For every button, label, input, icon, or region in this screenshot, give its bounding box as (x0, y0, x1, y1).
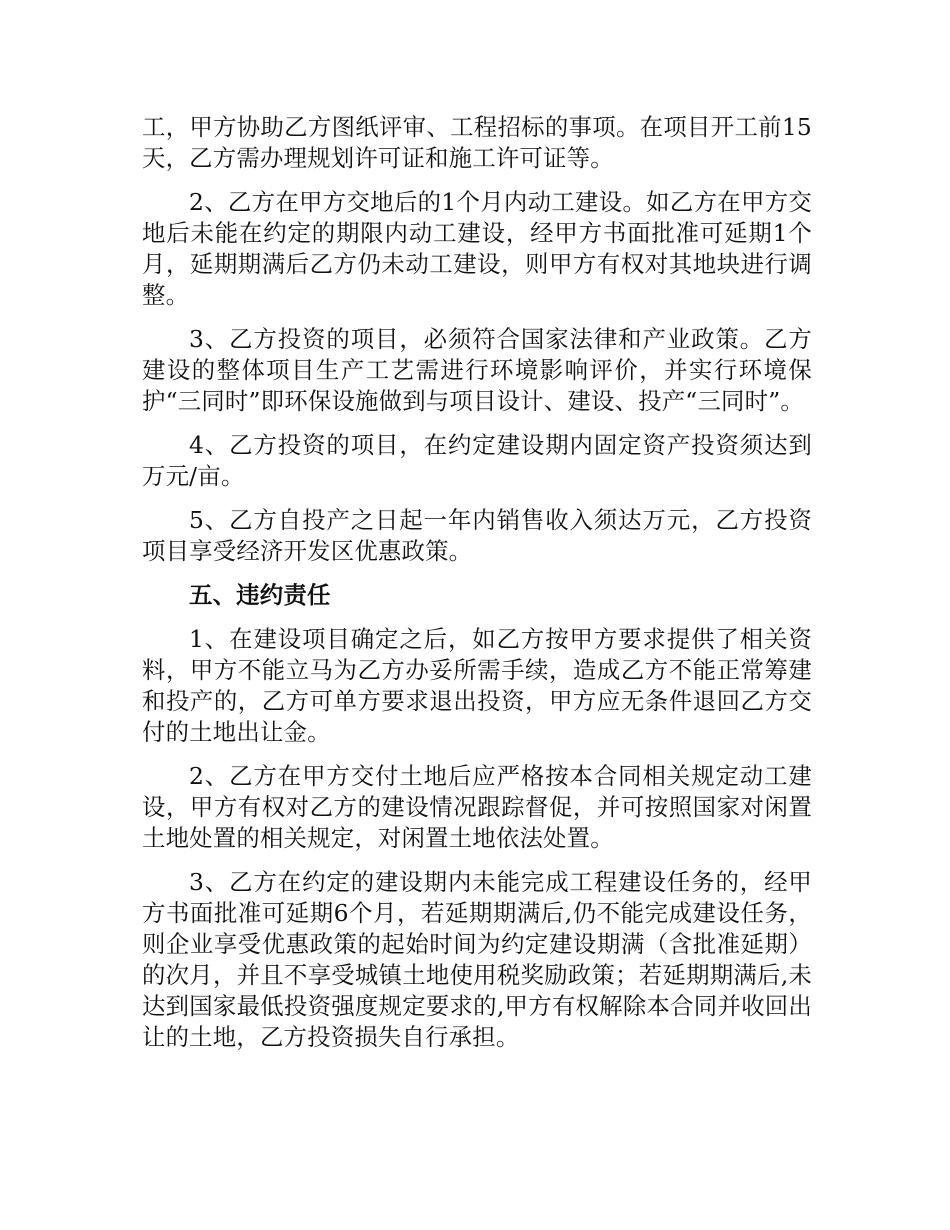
section-heading-breach-liability: 五、违约责任 (189, 581, 331, 609)
paragraph-continuation: 工，甲方协助乙方图纸评审、工程招标的事项。在项目开工前15天，乙方需办理规划许可证和施工许可证等。 (142, 113, 812, 172)
clause-5-1: 1、在建设项目确定之后，如乙方按甲方要求提供了相关资料，甲方不能立马为乙方办妥所需手续，造成乙方不能正常筹建和投产的，乙方可单方要求退出投资，甲方应无条件退回乙方交付的土地出让金。 (142, 625, 812, 746)
clause-4-5: 5、乙方自投产之日起一年内销售收入须达万元，乙方投资项目享受经济开发区优惠政策。 (142, 506, 812, 565)
clause-5-3: 3、乙方在约定的建设期内未能完成工程建设任务的，经甲方书面批准可延期6个月，若延期期满后,仍不能完成建设任务，则企业享受优惠政策的起始时间为约定建设期满（含批准延期）的次月，并且不享受城镇土地使用税奖励政策；若延期期满后,未达到国家最低投资强度规定要求的,甲方有权解除本合同并收回出让的土地，乙方投资损失自行承担。 (142, 868, 812, 1051)
clause-4-4: 4、乙方投资的项目，在约定建设期内固定资产投资须达到万元/亩。 (142, 431, 812, 490)
clause-5-2: 2、乙方在甲方交付土地后应严格按本合同相关规定动工建设，甲方有权对乙方的建设情况跟踪督促，并可按照国家对闲置土地处置的相关规定，对闲置土地依法处置。 (142, 762, 812, 852)
clause-4-3: 3、乙方投资的项目，必须符合国家法律和产业政策。乙方建设的整体项目生产工艺需进行环境影响评价，并实行环境保护“三同时”即环保设施做到与项目设计、建设、投产“三同时”。 (142, 325, 812, 415)
document-page (142, 112, 812, 1066)
clause-4-2: 2、乙方在甲方交地后的1个月内动工建设。如乙方在甲方交地后未能在约定的期限内动工建设，经甲方书面批准可延期1个月，延期期满后乙方仍未动工建设，则甲方有权对其地块进行调整。 (142, 188, 812, 309)
